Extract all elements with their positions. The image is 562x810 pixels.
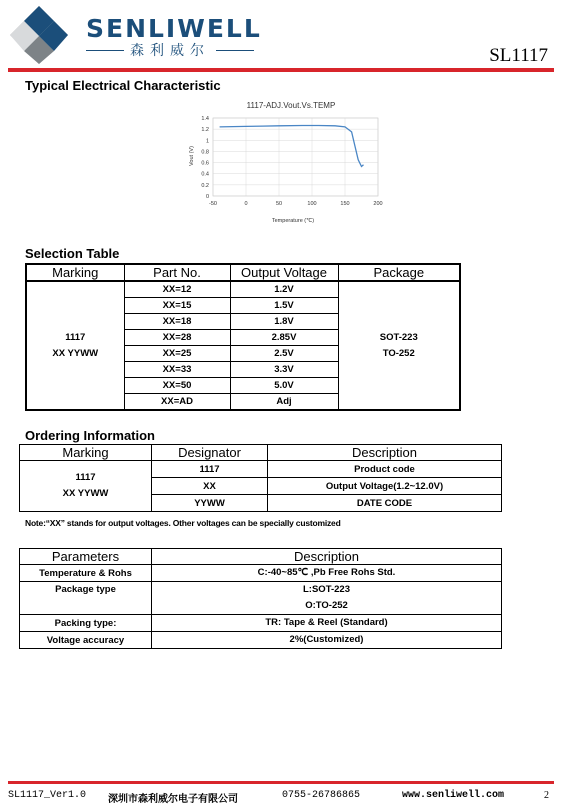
output-voltage-cell: 1.2V — [230, 281, 338, 298]
brand-name: SENLIWELL — [86, 14, 262, 43]
marking-line: 1117 — [65, 331, 86, 343]
x-tick-label: -50 — [209, 201, 217, 207]
model-number: SL1117 — [489, 45, 548, 66]
description-line: 2%(Customized) — [289, 634, 364, 645]
marking-line: XX YYWW — [62, 488, 109, 499]
description-line: O:TO-252 — [305, 600, 348, 611]
vout-vs-temp-chart — [185, 96, 390, 231]
marking-line: XX YYWW — [52, 347, 99, 359]
part-no-cell: XX=AD — [124, 394, 230, 411]
output-voltage-cell: 1.8V — [230, 314, 338, 330]
parameters-table — [19, 548, 502, 649]
voltage-note: Note:“XX” stands for output voltages. Other voltages can be specially customized — [25, 518, 341, 528]
footer-website: www.senliwell.com — [402, 790, 505, 801]
description-cell — [152, 632, 502, 649]
description-line: TR: Tape & Reel (Standard) — [265, 617, 388, 628]
selection-table — [25, 263, 461, 411]
y-tick-label: 0.8 — [201, 149, 209, 156]
package-line: TO-252 — [382, 347, 415, 359]
output-voltage-cell: 1.5V — [230, 298, 338, 314]
part-no-cell: XX=18 — [124, 314, 230, 330]
col-header-package: Package — [338, 264, 460, 281]
chart-ylabel: Vout (V) — [189, 146, 195, 166]
footer-version: SL1117_Ver1.0 — [8, 790, 87, 801]
chart-grid — [213, 118, 378, 196]
ordering-table — [19, 444, 502, 512]
description-line: C:-40~85℃ ,Pb Free Rohs Std. — [257, 567, 396, 578]
y-tick-label: 0.6 — [201, 160, 209, 167]
output-voltage-cell: 3.3V — [230, 362, 338, 378]
part-no-cell: XX=33 — [124, 362, 230, 378]
description-cell — [152, 615, 502, 632]
footer-divider — [8, 781, 554, 784]
col-header-description: Description — [268, 445, 502, 461]
y-tick-label: 1.4 — [201, 116, 209, 122]
chart-title: 1117-ADJ.Vout.Vs.TEMP — [246, 101, 336, 110]
section-title-ordering: Ordering Information — [25, 428, 155, 443]
x-tick-label: 50 — [275, 201, 283, 207]
description-cell: Output Voltage(1.2~12.0V) — [268, 478, 502, 495]
designator-cell: YYWW — [152, 495, 268, 512]
y-tick-label: 0.4 — [201, 171, 209, 178]
col-header-marking: Marking — [20, 445, 152, 461]
part-no-cell: XX=15 — [124, 298, 230, 314]
col-header-description: Description — [152, 549, 502, 565]
x-tick-label: 0 — [244, 201, 248, 207]
col-header-marking: Marking — [26, 264, 124, 281]
part-no-cell: XX=50 — [124, 378, 230, 394]
y-tick-label: 1.2 — [201, 127, 209, 134]
footer-company: 深圳市森利威尔电子有限公司 — [108, 794, 238, 805]
senliwell-logo-icon — [8, 4, 70, 66]
x-tick-label: 150 — [340, 201, 350, 207]
parameter-cell: Package type — [20, 582, 152, 615]
description-line: L:SOT-223 — [303, 584, 350, 595]
brand-chinese-name — [86, 40, 254, 60]
output-voltage-cell: 2.85V — [230, 330, 338, 346]
description-cell — [152, 582, 502, 615]
output-voltage-cell: 5.0V — [230, 378, 338, 394]
col-header-part-no: Part No. — [124, 264, 230, 281]
output-voltage-cell: 2.5V — [230, 346, 338, 362]
table-row — [20, 615, 502, 632]
table-row — [20, 461, 502, 478]
chart-xlabel: Temperature (℃) — [271, 218, 315, 224]
marking-line: 1117 — [75, 472, 96, 483]
col-header-output-voltage: Output Voltage — [230, 264, 338, 281]
table-row — [26, 281, 460, 298]
description-cell: DATE CODE — [268, 495, 502, 512]
description-cell — [152, 565, 502, 582]
x-tick-label: 200 — [373, 201, 383, 207]
table-row — [20, 582, 502, 615]
output-voltage-cell: Adj — [230, 394, 338, 411]
part-no-cell: XX=25 — [124, 346, 230, 362]
parameter-cell: Packing type: — [20, 615, 152, 632]
brand-chinese-text: 森利威尔 — [130, 42, 210, 58]
brand-rule-right — [216, 50, 254, 51]
col-header-designator: Designator — [152, 445, 268, 461]
y-tick-label: 1 — [205, 138, 209, 145]
footer-phone: 0755-26786865 — [282, 790, 361, 801]
header-divider — [8, 68, 554, 72]
brand-rule-left — [86, 50, 124, 51]
package-line: SOT-223 — [379, 331, 418, 343]
plot-area — [213, 118, 378, 196]
footer-page-number: 2 — [544, 790, 549, 801]
package-cell — [338, 281, 460, 410]
section-title-selection: Selection Table — [25, 246, 120, 261]
part-no-cell: XX=28 — [124, 330, 230, 346]
col-header-parameters: Parameters — [20, 549, 152, 565]
section-title-typical: Typical Electrical Characteristic — [25, 78, 221, 93]
marking-cell — [26, 281, 124, 410]
parameter-cell: Temperature & Rohs — [20, 565, 152, 582]
x-tick-label: 100 — [307, 201, 317, 207]
parameter-cell: Voltage accuracy — [20, 632, 152, 649]
y-tick-label: 0 — [205, 194, 209, 200]
marking-cell — [20, 461, 152, 512]
table-row — [20, 565, 502, 582]
part-no-cell: XX=12 — [124, 281, 230, 298]
description-cell: Product code — [268, 461, 502, 478]
table-row — [20, 632, 502, 649]
designator-cell: 1117 — [152, 461, 268, 478]
y-tick-label: 0.2 — [201, 182, 209, 189]
designator-cell: XX — [152, 478, 268, 495]
